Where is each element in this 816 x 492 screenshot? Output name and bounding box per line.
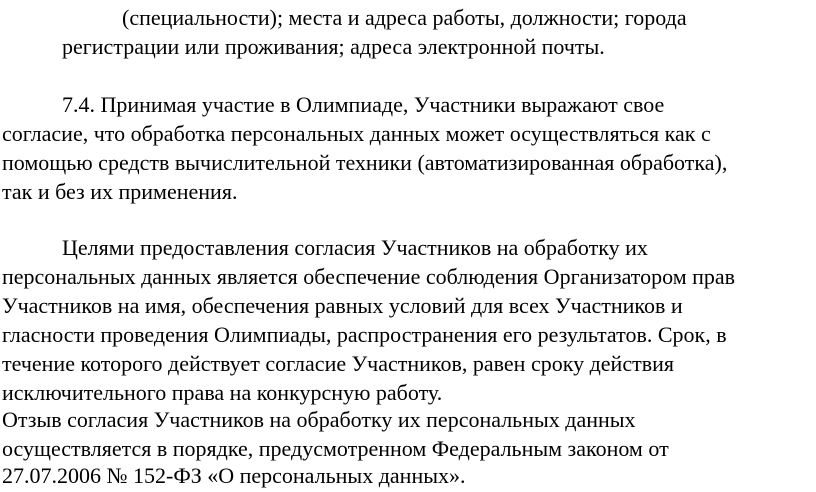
- text-line: Целями предоставления согласия Участников на обработку их: [62, 235, 648, 260]
- text-line: исключительного права на конкурсную работу.: [2, 380, 443, 405]
- text-line: (специальности); места и адреса работы, должности; города: [122, 5, 687, 30]
- text-line: Отзыв согласия Участников на обработку их персональных данных: [2, 407, 636, 432]
- text-line: помощью средств вычислительной техники (автоматизированная обработка),: [2, 150, 728, 175]
- text-line: 27.07.2006 № 152-ФЗ «О персональных данных».: [2, 463, 466, 488]
- text-line: 7.4. Принимая участие в Олимпиаде, Участники выражают свое: [62, 92, 665, 117]
- text-line: так и без их применения.: [2, 179, 238, 204]
- text-line: Участников на имя, обеспечения равных условий для всех Участников и: [2, 293, 683, 318]
- text-line: течение которого действует согласие Участников, равен сроку действия: [2, 351, 674, 376]
- text-line: регистрации или проживания; адреса электронной почты.: [62, 34, 605, 59]
- text-line: согласие, что обработка персональных данных может осуществляться как с: [2, 121, 711, 146]
- text-line: гласности проведения Олимпиады, распространения его результатов. Срок, в: [2, 322, 727, 347]
- text-line: персональных данных является обеспечение соблюдения Организатором прав: [2, 264, 736, 289]
- text-line: осуществляется в порядке, предусмотренном Федеральным законом от: [2, 436, 669, 461]
